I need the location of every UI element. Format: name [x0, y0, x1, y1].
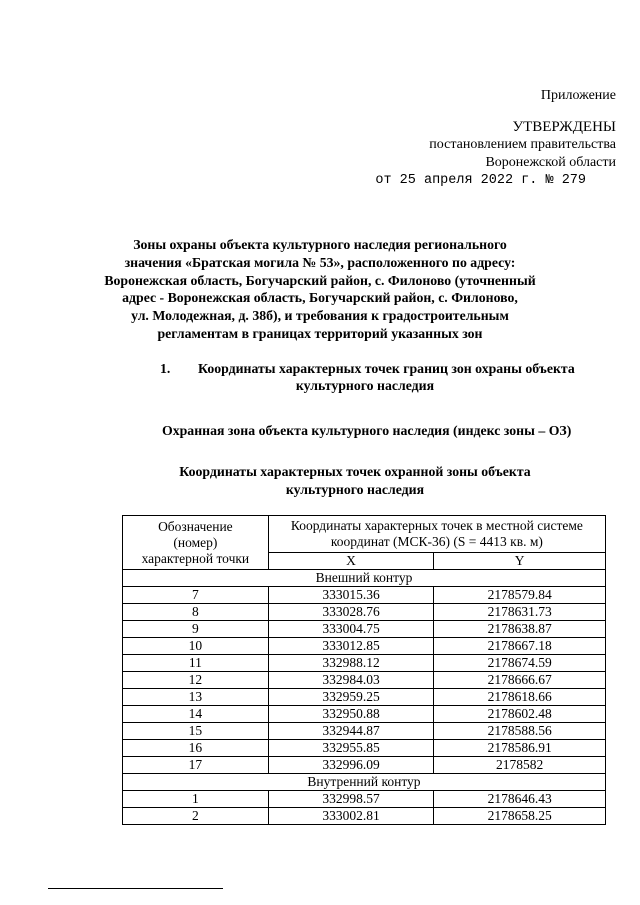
header-point-cell	[123, 516, 269, 570]
point-number: 11	[123, 655, 269, 672]
point-number: 8	[123, 604, 269, 621]
table-row	[123, 655, 606, 672]
inner-rows	[123, 791, 606, 825]
section-number: 1.	[160, 361, 171, 376]
coord-y: 2178638.87	[434, 621, 606, 638]
section-title-line1: Координаты характерных точек границ зон охраны объекта	[198, 361, 575, 376]
table-row	[123, 689, 606, 706]
header-y: Y	[434, 553, 606, 570]
section-title-line2: культурного наследия	[295, 378, 435, 393]
point-number: 17	[123, 757, 269, 774]
title-line: регламентам в границах территорий указанных зон	[157, 325, 483, 341]
coord-x: 332959.25	[268, 689, 434, 706]
coord-x: 332955.85	[268, 740, 434, 757]
table-row	[123, 808, 606, 825]
coord-y: 2178658.25	[434, 808, 606, 825]
table-row	[123, 740, 606, 757]
coord-x: 333015.36	[268, 587, 434, 604]
header-point-line: (номер)	[173, 534, 218, 550]
point-number: 13	[123, 689, 269, 706]
approval-block	[375, 118, 616, 190]
document-title	[0, 236, 640, 343]
coord-x: 332944.87	[268, 723, 434, 740]
header-point-line: характерной точки	[141, 550, 250, 566]
coord-y: 2178646.43	[434, 791, 606, 808]
header-x: X	[268, 553, 434, 570]
coord-y: 2178667.18	[434, 638, 606, 655]
footer-divider	[48, 888, 223, 889]
zone-title: Охранная зона объекта культурного наследия (индекс зоны – ОЗ)	[162, 423, 572, 438]
coord-y: 2178618.66	[434, 689, 606, 706]
title-line: Воронежская область, Богучарский район, с. Филоново (уточненный	[104, 272, 536, 288]
coord-x: 332998.57	[268, 791, 434, 808]
point-number: 7	[123, 587, 269, 604]
point-number: 14	[123, 706, 269, 723]
coord-x: 333028.76	[268, 604, 434, 621]
point-number: 12	[123, 672, 269, 689]
coord-x: 333004.75	[268, 621, 434, 638]
table-row	[123, 757, 606, 774]
coord-x: 332950.88	[268, 706, 434, 723]
inner-contour-row	[123, 774, 606, 791]
approval-title: УТВЕРЖДЕНЫ	[512, 119, 616, 135]
coord-y: 2178602.48	[434, 706, 606, 723]
title-line: ул. Молодежная, д. 38б), и требования к градостроительным	[131, 308, 509, 324]
approval-line2: Воронежской области	[485, 155, 616, 170]
coord-y: 2178588.56	[434, 723, 606, 740]
coords-title-line1: Координаты характерных точек охранной зоны объекта	[179, 464, 531, 479]
table-row	[123, 791, 606, 808]
coord-x: 332996.09	[268, 757, 434, 774]
section-heading	[160, 360, 575, 378]
table-row	[123, 723, 606, 740]
coord-x: 333012.85	[268, 638, 434, 655]
coordinates-table	[122, 515, 606, 825]
table-row	[123, 604, 606, 621]
coord-x: 332988.12	[268, 655, 434, 672]
title-line: Зоны охраны объекта культурного наследия регионального	[133, 237, 507, 252]
point-number: 15	[123, 723, 269, 740]
point-number: 2	[123, 808, 269, 825]
header-coords-cell	[268, 516, 605, 553]
coord-y: 2178586.91	[434, 740, 606, 757]
coord-x: 332984.03	[268, 672, 434, 689]
table-row	[123, 706, 606, 723]
table-row	[123, 638, 606, 655]
coords-title	[0, 463, 640, 499]
coord-y: 2178674.59	[434, 655, 606, 672]
coords-title-line2: культурного наследия	[285, 482, 425, 497]
point-number: 16	[123, 740, 269, 757]
table-header-row	[123, 516, 606, 553]
outer-contour-row	[123, 570, 606, 587]
appendix-label: Приложение	[540, 88, 616, 103]
point-number: 1	[123, 791, 269, 808]
header-point-line: Обозначение	[158, 518, 233, 534]
coord-y: 2178666.67	[434, 672, 606, 689]
title-line: адрес - Воронежская область, Богучарский район, с. Филоново,	[122, 290, 518, 306]
coord-x: 333002.81	[268, 808, 434, 825]
outer-rows	[123, 587, 606, 774]
inner-contour-label: Внутренний контур	[123, 774, 606, 791]
point-number: 9	[123, 621, 269, 638]
header-coords-line: координат (МСК-36) (S = 4413 кв. м)	[330, 534, 543, 549]
title-line: значения «Братская могила № 53», расположенного по адресу:	[124, 254, 516, 270]
coord-y: 2178582	[434, 757, 606, 774]
coord-y: 2178631.73	[434, 604, 606, 621]
approval-line1: постановлением правительства	[429, 137, 616, 152]
coord-y: 2178579.84	[434, 587, 606, 604]
table-row	[123, 621, 606, 638]
header-coords-line: Координаты характерных точек в местной системе	[290, 518, 583, 533]
outer-contour-label: Внешний контур	[123, 570, 606, 587]
table-row	[123, 587, 606, 604]
table-row	[123, 672, 606, 689]
point-number: 10	[123, 638, 269, 655]
approval-date: от 25 апреля 2022 г. № 279	[375, 173, 586, 188]
